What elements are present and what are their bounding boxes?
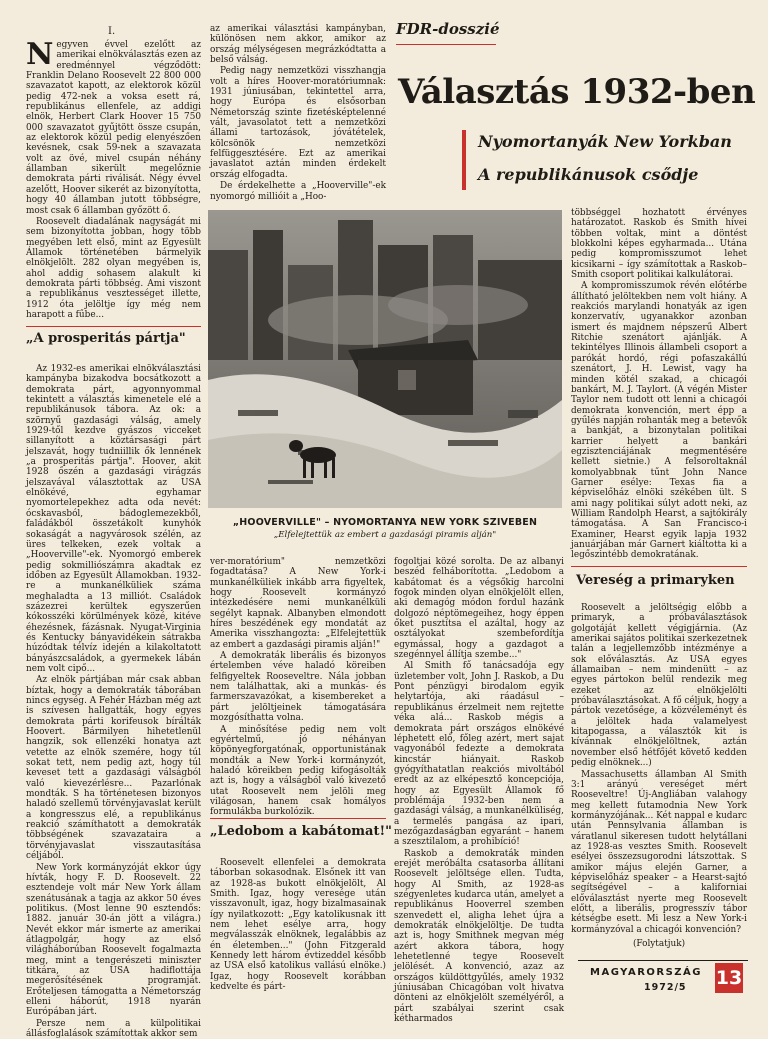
column-4-top	[571, 208, 747, 560]
paragraph: egyven évvel ezelőtt az amerikai elnökválasztás ezen az eredménnyel végződött: Franklin Delano Roosevelt 22 800 000 szavazatot kapott, az elektorok közül pedig 472-nek a voksa esett rá, republikánus ellenfele, az addigi elnök, Herbert Clark Hoover 15 750 000 szavazatot gyűjtött össze csupán, az elektorok közül pedig elenyészően kevésnek, csak 59-nek a szavazata volt az övé, mivel csupán néhány államban sikerült megelőznie demokrata párti riválisát. Négy évvel azelőtt, Hoover sikerét az bizonyította, hogy 40 államban jutott többségre, most csak 6 államban győzött ő.	[26, 40, 201, 216]
column-1-top	[26, 37, 201, 324]
footer-rule	[578, 960, 748, 961]
subhead-primary: Vereség a primaryken	[576, 573, 735, 588]
paragraph: Roosevelt a jelöltségig előbb a primaryk, a próbaválasztások golgotáját kellett végigjárnia. (Az amerikai sajátos politikai szerkezetnek talán a legjellemzőbb intézménye a sok előválasztás. Az USA egyes államaiban – nem mindenütt – az egyes pártokon belül rendezik meg ezeket az elnökjelölti próbaválasztásokat. A fő céljuk, hogy a pártok vezetősége, a közvéleményt és a jelöltek hada valamelyest kitapogassa, a választók kit is kívánnak elnökjelöltnek, aztán november első hétfőjét követő kedden pedig elnöknek...)	[571, 603, 747, 769]
photo-placeholder-icon	[208, 210, 562, 508]
column-4-bottom	[571, 603, 747, 949]
paragraph: Az 1932-es amerikai elnökválasztási kampányba bizakodva bocsátkozott a demokrata párt, agyonnyommal tekintett a választás kimenetele elé a republikánusok tábora. Az ok: a szörnyű gazdasági válság, amely 1929-től kezdve gyászos vicceket sillanyított a köztársasági párt jelszavát, hogy tudniillik ők lennének „a prosperitás pártja". Hoover, akit 1928 őszén a gazdasági virágzás jelszavával választottak az USA elnökévé, egyhamar nyomortelepekhez adta oda nevét: ócskavasból, bádoglemezekből, faládákból összetákolt kunyhók sokaságát a nagyvárosok szélén, az üres telkeken, ezek voltak a „Hooverville"-ek. Nyomorgó emberek pedig sokmilliószámra akadtak ez időben az Egyesült Államokban. 1932-re a munkanélküliek száma meghaladta a 13 milliót. Családok százezrei kerültek egyszerűen kókosszéki körülmények közé, kitéve éhezésnek, fázásnak. Nyugat-Virginia és Kentucky bányavidékein sátrakba húzódtak télvíz idején a kilakoltatott bányászcsaládok, a gyermekek lábán nem volt cipő...	[26, 364, 201, 674]
headline: Választás 1932-ben	[398, 72, 756, 112]
drop-cap: N	[26, 37, 54, 72]
photo-caption: „HOOVERVILLE" – NYOMORTANYA NEW YORK SZIVEBEN	[232, 517, 538, 528]
deck-accent-bar	[462, 130, 466, 190]
paragraph: többséggel hozhatott érvényes határozatot. Raskob és Smith hívei többen voltak, mint a döntést blokkolni képes egyharmada... Utána pedig kompromisszumot lehet kicsikarni – így számítottak a Raskob–Smith csoport politikai kalkulátorai.	[571, 208, 747, 281]
kicker: FDR-dosszié	[396, 20, 500, 38]
paragraph: A kompromisszumok révén előtérbe állítható jelöltekben nem volt hiány. A reakciós marylandi honatyák az igen konzervatív, ugyanakkor azonban ismert és majdnem népszerű Albert Ritchie szenátort ajánlják. A tekintélyes Illinois állambeli csoport a parókát hordó, régi pofaszakállú szenátort, J. H. Lewist, vagy ha minden kötél szakad, a chicagói bankárt, M. J. Taylort. (A végén Mister Taylor nem tudott ott lenni a chicagói demokrata konvención, mert épp a gyűlés napján rohanták meg a betevők a bankját, a bizonytalan politikai karrier helyett a bankári egzisztenciájának megmentésére kellett sietnie.) A felsoroltaknál komolyabbnak tűnt John Nance Garner esélye: Texas fia a képviselőház elnöki székében ült. S ami nagy politikai súlyt adott neki, az William Randolph Hearst, a sajtókirály támogatása. A San Francisco-i Examiner, Hearst egyik lapja 1932 januárjában már Garnert kiáltotta ki a legőszintébb demokratának.	[571, 281, 747, 561]
paragraph: A minősítése pedig nem volt egyértelmű, jó néhányan köpönyegforgatónak, opportunistának mondták a New York-i kormányzót, haladó köreikben pedig kifogásolták azt is, hogy a válságból való kivezető utat Roosevelt nem jelöli meg világosan, hanem csak homályos formulákba burkolózik.	[210, 724, 386, 818]
section-numeral: I.	[108, 26, 116, 37]
paragraph: Pedig nagy nemzetközi visszhangja volt a híres Hoover-moratóriumnak: 1931 júniusában, tekintettel arra, hogy Európa és elsősorban Németország szinte fizetésképtelenné vált, javasolatot tett a nemzetközi állami tartozások, jóvátételek, kölcsönök nemzetközi felfüggesztésére. Ezt az amerikai javaslatot aztán minden érdekelt ország elfogadta.	[210, 66, 386, 180]
paragraph: az amerikai választási kampányban, különösen nem akkor, amikor az ország mélységesen megrázkódtatta a belső válság.	[210, 24, 386, 66]
paragraph: Raskob a demokraták minden erejét meróbálta csatasorba állítani Roosevelt jelöltsége ellen. Tudta, hogy Al Smith, az 1928-as szégyenletes kudarca után, amelyet a republikánus Hooverrel szemben szenvedett el, aligha lehet újra a demokraták elnökjelöltje. De tudta azt is, hogy Smithnek megvan még azért akkora tábora, hogy lehetetlenné tegye Roosevelt jelölését. A konvenció, azaz az országos küldöttgyűlés, amely 1932 júniusában Chicagóban volt hivatva dönteni az elnökjelölt személyéről, a párt szabályai szerint csak kétharmados	[394, 848, 564, 1025]
paragraph: Az elnök pártjában már csak abban bíztak, hogy a demokraták táborában nincs egység. A Fehér Házban még azt is szívesen hallgatták, hogy egyes demokrata párti korifeusok bírálták Hoovert. Bármilyen hihetetlenül hangzik, sok ellenzéki honatya azt vetette az elnök szemére, hogy túl sokat tett, nem pedig azt, hogy túl keveset tett a gazdasági válságból való kievezérlésre... Pazarlónak mondták. S ha történetesen bizonyos haladó szellemű törvényjavaslat került a kongresszus elé, a republikánus reakció számíthatott a demokraták többségének szavazataira a törvényjavaslat visszautasítása céljából.	[26, 675, 201, 862]
subhead-prosperity: „A prosperitás pártja"	[26, 331, 186, 346]
paragraph: De érdekelhette a „Hooverville"-ek nyomorgó millióit a „Hoo-	[210, 181, 386, 202]
column-2-coat	[210, 858, 386, 1008]
paragraph: Roosevelt diadalának nagyságát mi sem bizonyította jobban, hogy több megyében lett első, mint az Egyesült Államok történetében bármelyik elnökjelölt. 282 olyan megyében is, ahol addig sohasem alakult ki demokrata párti többség. Ami viszont a republikánus vesztességet illette, 1912 óta jelöltje így még nem harapott a fűbe...	[26, 216, 201, 320]
paragraph: fogoltjai közé sorolta. De az albanyi beszéd felháborította. „Ledobom a kabátomat és a végsőkig harcolni fogok minden olyan elnökjelölt ellen, aki demagóg módon fordul hazánk dolgozó néptömegeihez, hogy éppen őket pusztítsa el azáltal, hogy az osztályokat szembefordítja egymással, hogy a gazdagot a szegénnyel állítja szembe..."	[394, 557, 564, 661]
kicker-rule	[396, 44, 496, 45]
column-3-bottom	[394, 557, 564, 1025]
deck-line-1: Nyomortanyák New Yorkban	[478, 132, 732, 151]
footer-magazine: MAGYARORSZÁG	[590, 967, 703, 978]
paragraph: Roosevelt ellenfelei a demokrata táborban sokasodnak. Elsőnek itt van az 1928-as bukott elnökjelölt, Al Smith. Igaz, hogy veresége után visszavonult, igaz, hogy bizalmasainak így nyilatkozott: „Egy katolikusnak itt nem lehet esélye arra, hogy megválasszák elnöknek, legalábbis az én életemben..." (John Fitzgerald Kennedy lett három évtizeddel később az USA első katolikus vallású elnöke.) Igaz, hogy Roosevelt korábban kedvelte és párt-	[210, 858, 386, 993]
paragraph: ver-moratórium" nemzetközi fogadtatása? A New York-i munkanélküliek inkább arra figyeltek, hogy Roosevelt kormányzó intézkedésére nemi munkanélküli segélyt kapnak. Albanyben elmondott híres beszédének egy mondatát az Amerika visszhangozta: „Elfelejtettük az embert a gazdasági piramis alján!"	[210, 557, 386, 650]
divider-rule	[571, 566, 747, 567]
divider-rule	[26, 326, 201, 327]
paragraph: A demokraták liberális és bizonyos értelemben véve haladó köreiben felfigyeltek Rooseveltre. Nála jobban nem találhattak, aki a munkás- és farmerszavazókat, a kisembereket a párt jelöltjeinek támogatására mozgósíthatta volna.	[210, 651, 386, 724]
photo-hooverville	[208, 210, 562, 508]
paragraph: New York kormányzóját ekkor úgy hívták, hogy F. D. Roosevelt. 22 esztendeje volt már New York állam szenátusának a tagja az akkor 50 éves politikus. (Most lenne 90 esztendős: 1882. január 30-án jött a világra.) Nevét ekkor már ismerte az amerikai átlagpolgár, hogy az első világháborúban Roosevelt fogalmazta meg, mint a tengerészeti miniszter titkára, az USA hadiflottája megerősítésének programját. Erőteljesen támogatta a Németország elleni háborút, 1918 nyarán Európában járt.	[26, 862, 201, 1018]
photo-subcaption: „Elfelejtettük az embert a gazdasági piramis alján"	[273, 530, 497, 540]
column-1-bottom	[26, 364, 201, 1039]
deck-line-2: A republikánusok csődje	[478, 165, 699, 184]
signoff: (Folytatjuk)	[632, 939, 686, 949]
footer-issue: 1972/5	[644, 982, 687, 993]
page-number: 13	[715, 963, 743, 993]
column-2-top	[210, 24, 386, 200]
paragraph: Persze nem a külpolitikai állásfoglalások számítottak akkor sem	[26, 1018, 201, 1039]
subhead-coat: „Ledobom a kabátomat!"	[210, 824, 392, 839]
divider-rule	[210, 818, 386, 819]
column-2-bottom	[210, 557, 386, 818]
paragraph: Massachusetts államban Al Smith 3:1 arányú vereséget mért Rooseveltre! Új-Angliában valahogy meg kellett futamodnia New York kormányzójának... Két nappal e kudarc után Pennsylvania államban is váratlanul sikeresen tudott helytállani az 1928-as vesztes Smith. Roosevelt esélyei összezsugorodni látszottak. S amikor május elején Garner, a képviselőház speaker – a Hearst-sajtó segítségével – a kaliforniai előválasztást nyerte meg Roosevelt előtt, a liberális, progresszív tábor kétségbe esett. Mi lesz a New York-i kormányzóval a chicagói konvención?	[571, 769, 747, 935]
paragraph: Al Smith fő tanácsadója egy üzletember volt, John J. Raskob, a Du Pont pénzügyi birodalom egyik helytartója, aki ráadásul – republikánus érzelmeit nem rejtette véka alá... Raskob mégis a demokrata párt országos elnökévé léphetett elő, főleg azért, mert sajat vagyonából fedezte a demokrata kincstár hiányait. Raskob gyógyíthatatlan reakciós mivoltából eredt az az elképesztő koncepciója, hogy az Egyesült Államok fő problémája 1932-ben nem a gazdasági válság, a munkanélküliség, a termelés pangása az ipari, mezőgazdaságban egyaránt – hanem a szesztilalom, a prohibíció!	[394, 661, 564, 848]
